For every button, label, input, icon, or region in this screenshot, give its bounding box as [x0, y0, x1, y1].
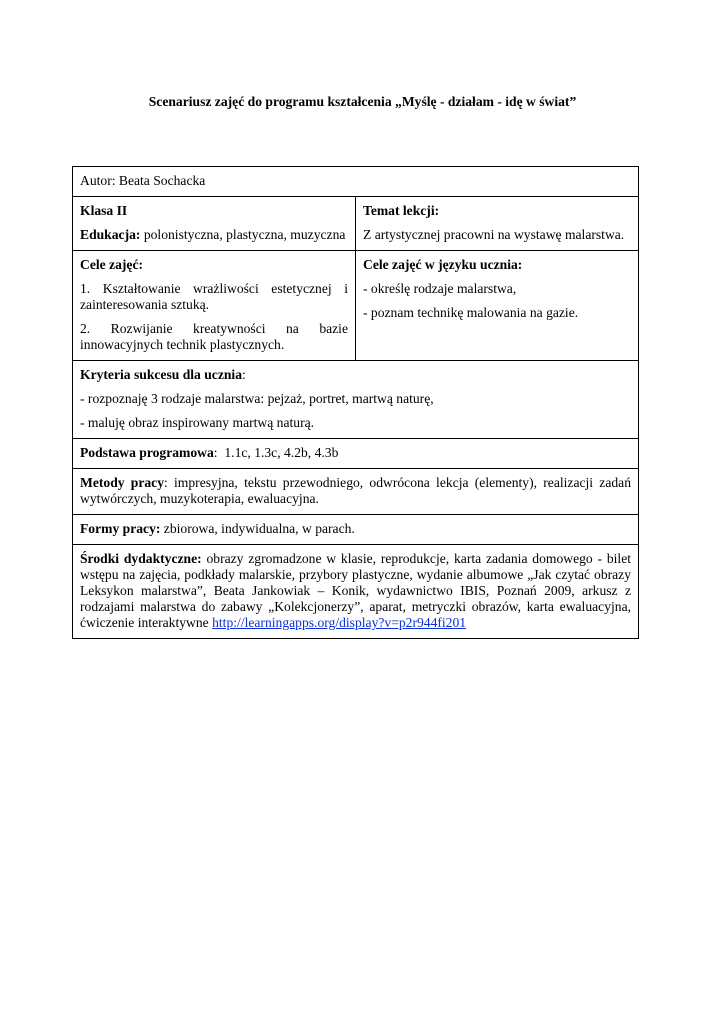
- class-cell: [73, 197, 356, 251]
- criteria-item: - rozpoznaję 3 rodzaje malarstwa: pejzaż, portret, martwą naturę,: [80, 391, 434, 406]
- author-cell: [73, 167, 639, 197]
- criteria-colon: :: [242, 367, 246, 382]
- document-title: Scenariusz zajęć do programu kształcenia „Myślę - działam - idę w świat”: [148, 94, 577, 109]
- resources-text: [80, 551, 631, 631]
- lesson-plan-table: [72, 166, 639, 639]
- learningapps-link[interactable]: http://learningapps.org/display?v=p2r944fi201: [212, 615, 467, 630]
- forms-cell: [73, 515, 639, 545]
- goals-cell: [73, 251, 356, 361]
- methods-value: : impresyjna, tekstu przewodniego, odwrócona lekcja (elementy), realizacji zadań wytwórczych, muzykoterapia, ewaluacyjna.: [80, 475, 632, 506]
- topic-label: Temat lekcji:: [363, 203, 440, 218]
- methods-label: Metody pracy: [80, 475, 165, 490]
- forms-row: [73, 515, 639, 545]
- curriculum-value: : 1.1c, 1.3c, 4.2b, 4.3b: [213, 445, 339, 460]
- goal-item: 2. Rozwijanie kreatywności na bazie innowacyjnych technik plastycznych.: [80, 321, 348, 352]
- criteria-cell: [73, 361, 639, 439]
- resources-value: obrazy zgromadzone w klasie, reprodukcje, karta zadania domowego - bilet wstępu na zajęcia, podkłady malarskie, przybory plastyczne, wydanie albumowe „Jak czytać obrazy Leksykon malarstwa”, Beata Jankowiak – Konik, wydawnictwo IBIS, Poznań 2009, arkusz z rodzajami malarstwa do zabawy „Kolekcjonerzy”, aparat, metryczki obrazów, karta ewaluacyjna, ćwiczenie interaktywne: [80, 551, 632, 630]
- class-label: Klasa II: [80, 203, 128, 218]
- resources-label: Środki dydaktyczne:: [80, 551, 202, 566]
- topic-cell: [356, 197, 639, 251]
- forms-text: [80, 521, 631, 537]
- goals-label: Cele zajęć:: [80, 257, 144, 272]
- goal-item: 1. Kształtowanie wrażliwości estetycznej i zainteresowania sztuką.: [80, 281, 348, 312]
- education-value: polonistyczna, plastyczna, muzyczna: [140, 227, 346, 242]
- methods-cell: [73, 469, 639, 515]
- student-goal-item: - określę rodzaje malarstwa,: [363, 281, 517, 296]
- methods-text: [80, 475, 631, 507]
- student-goal-item: - poznam technikę malowania na gazie.: [363, 305, 579, 320]
- forms-value: zbiorowa, indywidualna, w parach.: [160, 521, 355, 536]
- curriculum-text: [80, 445, 631, 461]
- goals-row: [73, 251, 639, 361]
- criteria-heading: [80, 367, 631, 383]
- student-goals-label: Cele zajęć w języku ucznia:: [363, 257, 523, 272]
- criteria-row: [73, 361, 639, 439]
- criteria-label: Kryteria sukcesu dla ucznia: [80, 367, 242, 382]
- topic-value: Z artystycznej pracowni na wystawę malarstwa.: [363, 227, 625, 242]
- methods-row: [73, 469, 639, 515]
- author-text: Autor: Beata Sochacka: [80, 173, 206, 188]
- curriculum-cell: [73, 439, 639, 469]
- resources-row: [73, 545, 639, 639]
- curriculum-row: [73, 439, 639, 469]
- resources-cell: [73, 545, 639, 639]
- student-goals-cell: [356, 251, 639, 361]
- criteria-item: - maluję obraz inspirowany martwą naturą.: [80, 415, 315, 430]
- curriculum-label: Podstawa programowa: [80, 445, 214, 460]
- education-text: [80, 227, 348, 243]
- education-label: Edukacja:: [80, 227, 141, 242]
- author-row: [73, 167, 639, 197]
- class-topic-row: [73, 197, 639, 251]
- forms-label: Formy pracy:: [80, 521, 161, 536]
